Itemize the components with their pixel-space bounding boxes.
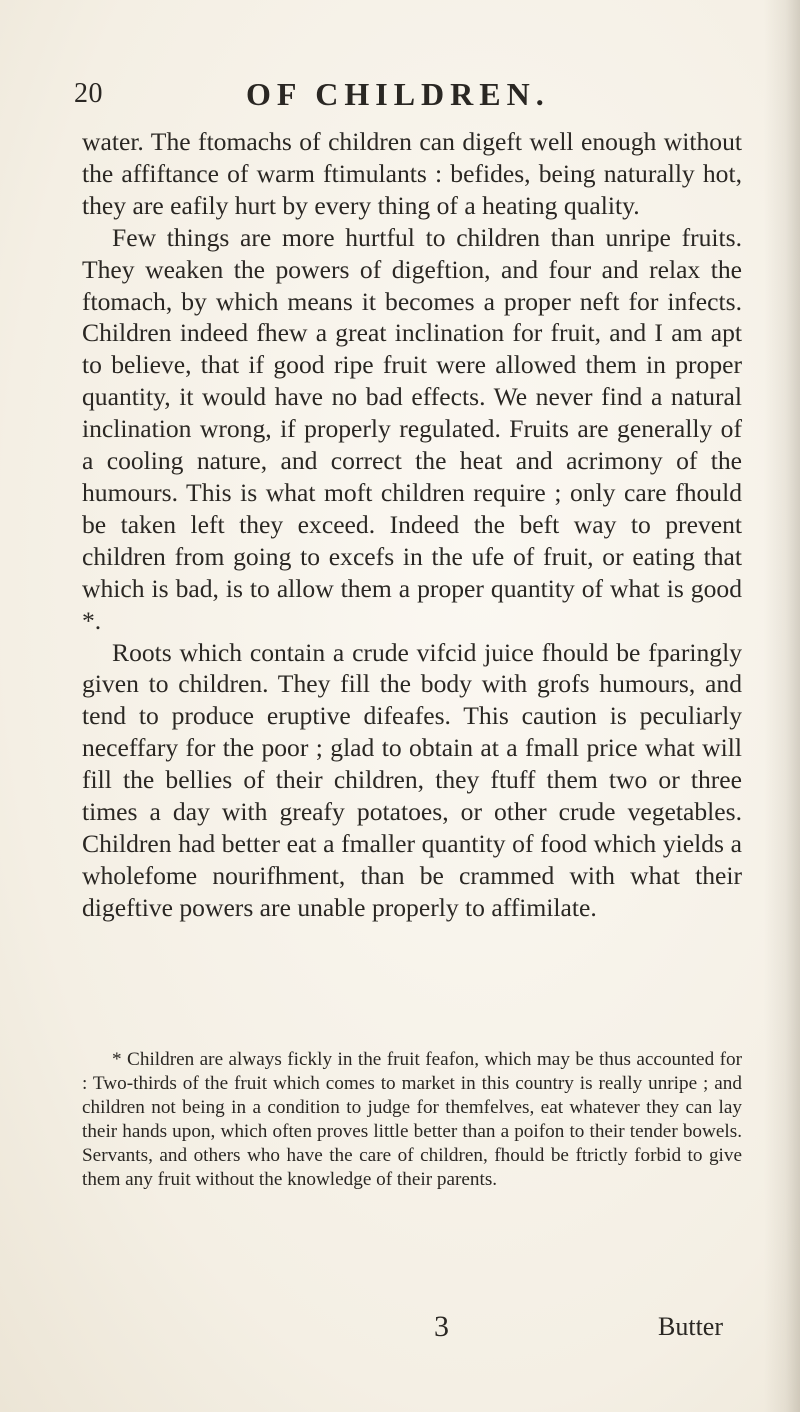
running-head: OF CHILDREN. <box>246 76 550 112</box>
page-edge-shadow <box>764 0 800 1412</box>
paragraph-2: Few things are more hurtful to children than unripe fruits. They weaken the powers of digeftion, and four and relax the ftomach, by which means it becomes a proper neft for infects. Children indeed fhew a great inclination for fruit, and I am apt to believe, that if good ripe fruit were allowed them in proper quantity, it would have no bad effects. We never find a natural inclination wrong, if properly regulated. Fruits are generally of a cooling nature, and correct the heat and acrimony of the humours. This is what moft children require ; only care fhould be taken left they exceed. Indeed the beft way to prevent children from going to excefs in the ufe of fruit, or eating that which is bad, is to allow them a proper quantity of what is good *. <box>82 222 742 635</box>
page-number: 20 <box>74 78 103 109</box>
catchword: Butter <box>658 1312 723 1341</box>
footnote: * Children are always fickly in the fruit feafon, which may be thus accounted for : Two-thirds of the fruit which comes to market in this country is really unripe ; and children not being in a condition to judge for themfelves, eat whatever they can lay their hands upon, which often proves little better than a poifon to their tender bowels. Servants, and others who have the care of children, fhould be ftrictly forbid to give them any fruit without the knowledge of their parents. <box>82 1049 742 1190</box>
body-text <box>82 126 742 924</box>
paragraph-1: water. The ftomachs of children can digeft well enough without the affiftance of warm ftimulants : befides, being naturally hot, they are eafily hurt by every thing of a heating quality. <box>82 127 742 220</box>
page-header <box>74 78 734 118</box>
signature-mark: 3 <box>434 1310 449 1343</box>
paragraph-3: Roots which contain a crude vifcid juice fhould be fparingly given to children. They fill the body with grofs humours, and tend to produce eruptive difeafes. This caution is peculiarly neceffary for the poor ; glad to obtain at a fmall price what will fill the bellies of their children, they ftuff them two or three times a day with greafy potatoes, or other crude vegetables. Children had better eat a fmaller quantity of food which yields a wholefome nourifhment, than be crammed with what their digeftive powers are unable properly to affimilate. <box>82 637 742 922</box>
